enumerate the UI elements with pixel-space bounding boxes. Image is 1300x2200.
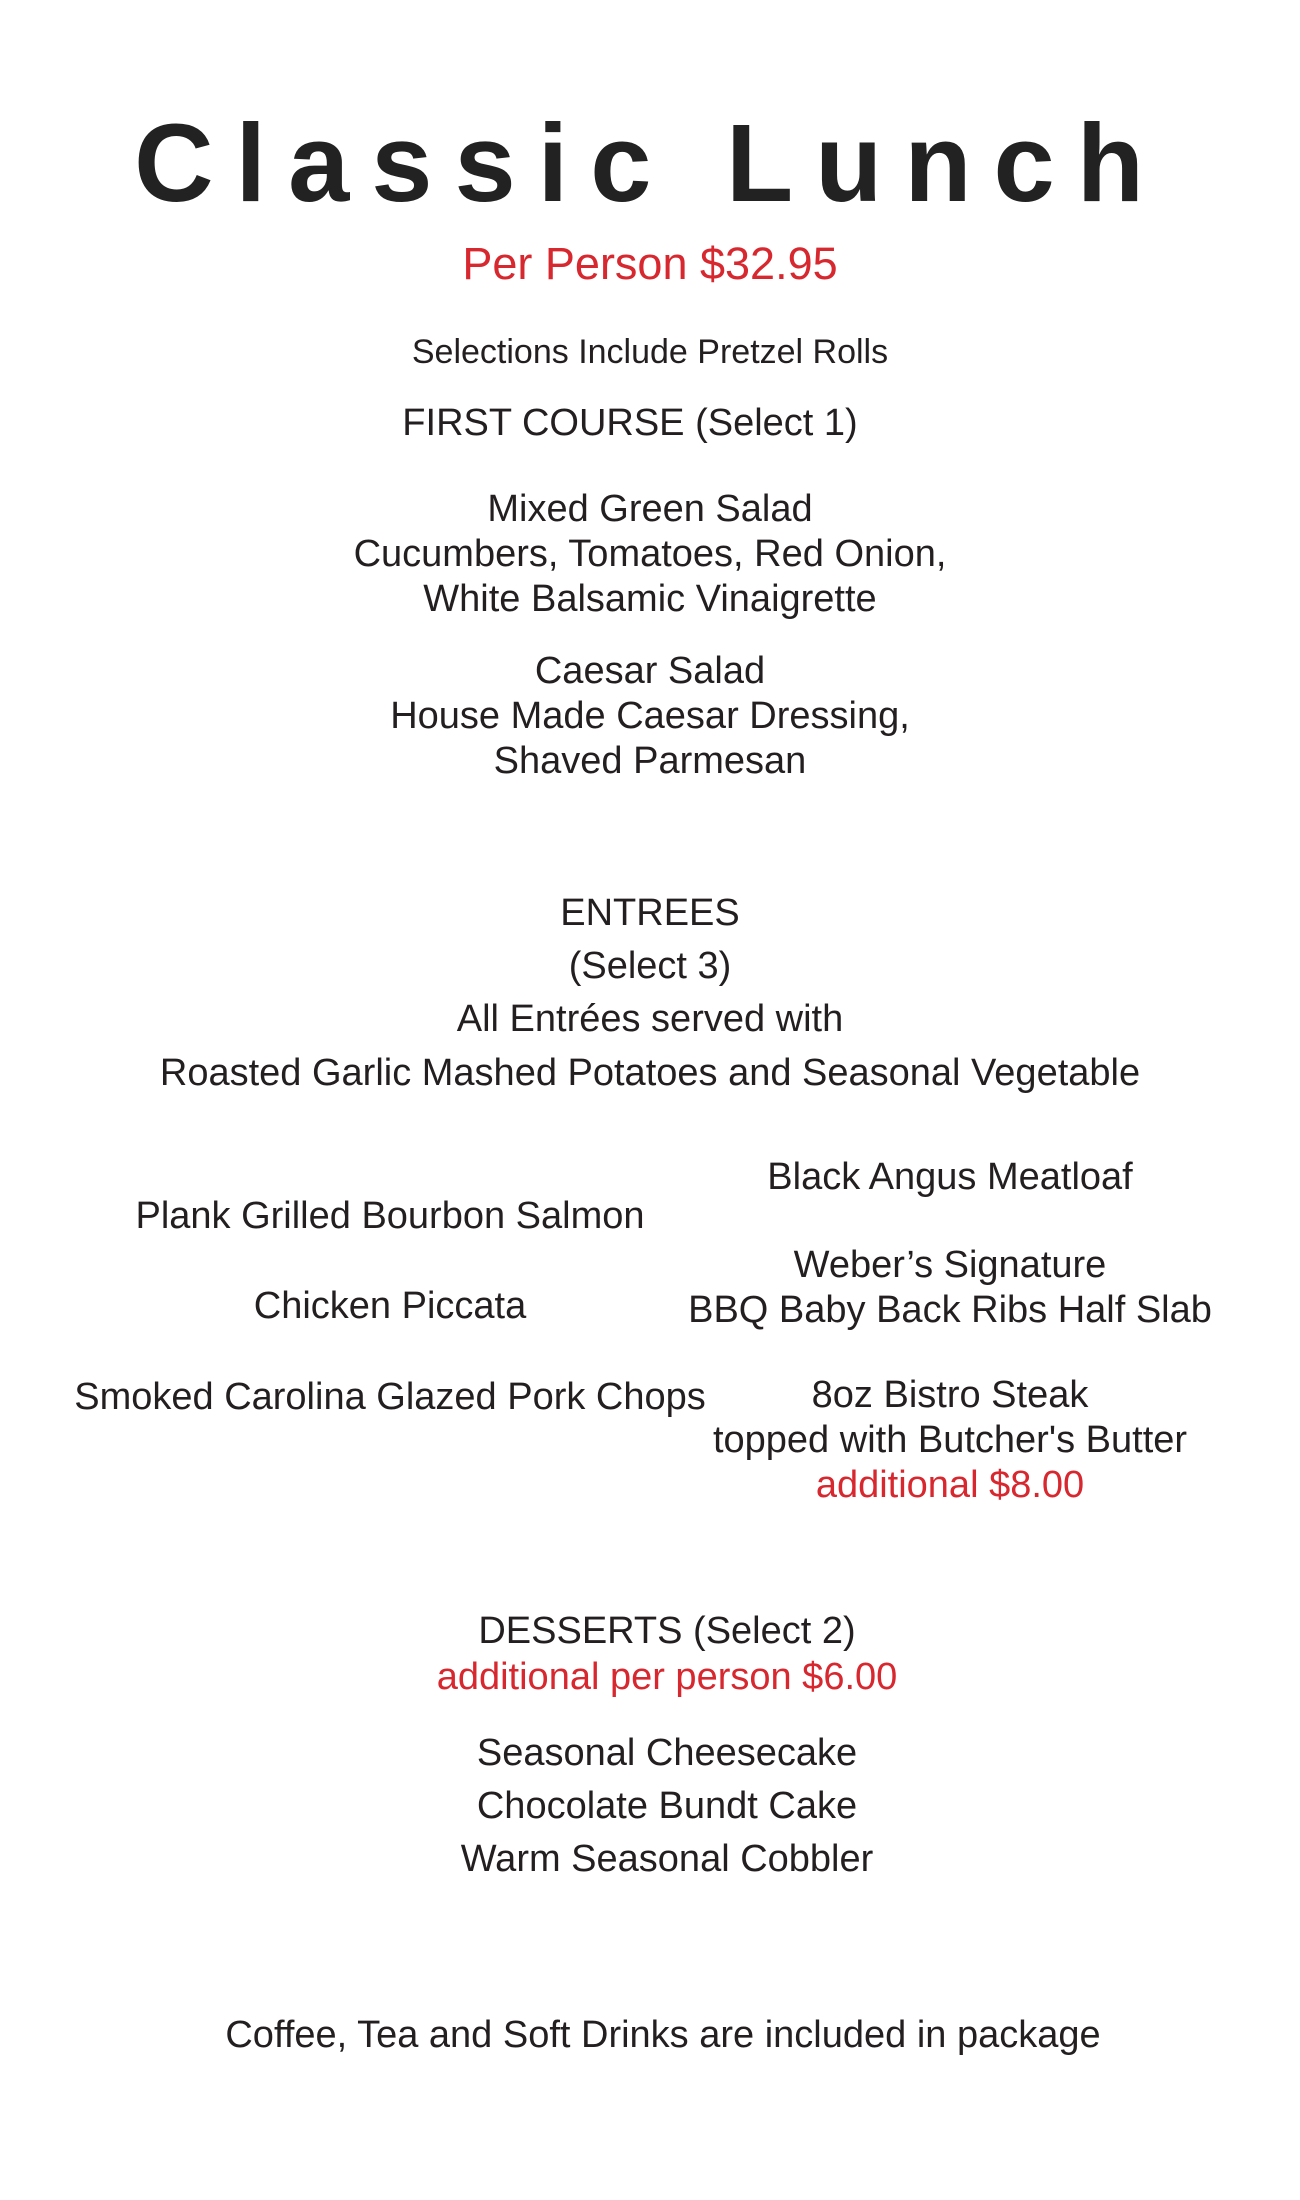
menu-title: Classic Lunch	[134, 102, 1166, 225]
desserts-upcharge: additional per person $6.00	[436, 1656, 898, 1698]
entrees-served-with: All Entrées served with	[456, 998, 844, 1040]
item-name: Weber’s Signature	[793, 1244, 1107, 1286]
desserts-heading: DESSERTS (Select 2)	[478, 1610, 856, 1652]
includes-note: Selections Include Pretzel Rolls	[411, 333, 889, 371]
item-name: BBQ Baby Back Ribs Half Slab	[688, 1289, 1212, 1331]
item-desc: Shaved Parmesan	[493, 740, 807, 782]
steak-upcharge: additional $8.00	[815, 1464, 1085, 1506]
item-name: Caesar Salad	[534, 650, 766, 692]
item-desc: White Balsamic Vinaigrette	[423, 578, 877, 620]
entree-chicken-piccata: Chicken Piccata	[253, 1285, 527, 1327]
entree-ribs	[688, 1243, 1212, 1333]
price-per-person: Per Person $32.95	[462, 238, 838, 289]
entrees-heading: ENTREES	[560, 892, 740, 934]
entree-salmon: Plank Grilled Bourbon Salmon	[135, 1195, 645, 1237]
entrees-sides: Roasted Garlic Mashed Potatoes and Seasonal Vegetable	[159, 1052, 1141, 1094]
first-course-heading: FIRST COURSE (Select 1)	[402, 402, 858, 444]
dessert-item: Warm Seasonal Cobbler	[460, 1838, 874, 1880]
item-desc: Cucumbers, Tomatoes, Red Onion,	[353, 533, 947, 575]
item-name: Mixed Green Salad	[487, 488, 813, 530]
dessert-item: Seasonal Cheesecake	[476, 1732, 858, 1774]
drinks-note: Coffee, Tea and Soft Drinks are included in package	[225, 2014, 1101, 2056]
entree-steak	[713, 1373, 1187, 1508]
dessert-list	[461, 1727, 874, 1886]
entree-meatloaf: Black Angus Meatloaf	[767, 1156, 1133, 1198]
item-desc: House Made Caesar Dressing,	[390, 695, 910, 737]
first-course-item-caesar	[390, 649, 910, 784]
item-name: 8oz Bistro Steak	[811, 1374, 1089, 1416]
first-course-item-mixed-green	[354, 487, 947, 622]
entree-pork-chops: Smoked Carolina Glazed Pork Chops	[74, 1376, 706, 1418]
item-desc: topped with Butcher's Butter	[712, 1419, 1188, 1461]
dessert-item: Chocolate Bundt Cake	[476, 1785, 858, 1827]
entrees-select: (Select 3)	[568, 945, 732, 987]
